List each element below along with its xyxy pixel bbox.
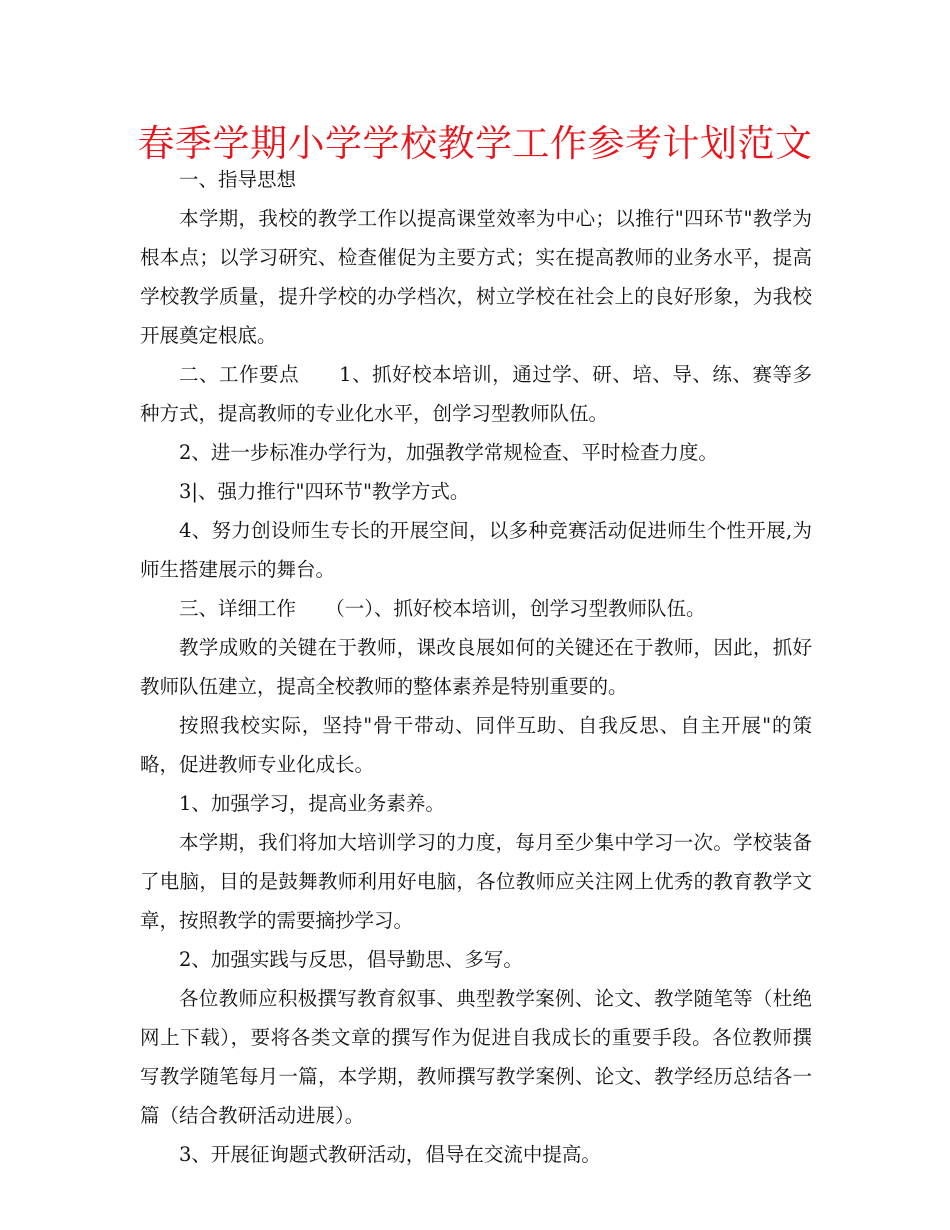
paragraph: 3|、强力推行"四环节"教学方式。 [179, 480, 470, 503]
paragraph: 教学成败的关键在于教师，课改良展如何的关键还在于教师，因此，抓好教师队伍建立，提高全校教师的整体素养是特别重要的。 [140, 636, 812, 698]
paragraph-heading-detailed-work: 三、详细工作 （一）、抓好校本培训，创学习型教师队伍。 [179, 597, 706, 620]
document-body [140, 160, 812, 1174]
paragraph: 本学期，我校的教学工作以提高课堂效率为中心；以推行"四环节"教学为根本点；以学习研究、检查催促为主要方式；实在提高教师的业务水平，提高学校教学质量，提升学校的办学档次，树立学校在社会上的良好形象，为我校开展奠定根底。 [140, 207, 812, 347]
paragraph-heading-guiding-ideology: 一、指导思想 [179, 168, 297, 191]
paragraph: 4、努力创设师生专长的开展空间，以多种竞赛活动促进师生个性开展,为师生搭建展示的舞台。 [140, 519, 812, 581]
paragraph: 2、进一步标准办学行为，加强教学常规检查、平时检查力度。 [179, 441, 718, 464]
paragraph-subheading: 2、加强实践与反思，倡导勤思、多写。 [179, 948, 523, 971]
paragraph-subheading: 3、开展征询题式教研活动，倡导在交流中提高。 [179, 1143, 601, 1166]
paragraph-subheading: 1、加强学习，提高业务素养。 [179, 792, 445, 815]
document-title: 春季学期小学学校教学工作参考计划范文 [137, 122, 813, 165]
paragraph: 各位教师应积极撰写教育叙事、典型教学案例、论文、教学随笔等（杜绝网上下载），要将各类文章的撰写作为促进自我成长的重要手段。各位教师撰写教学随笔每月一篇，本学期，教师撰写教学案例、论文、教学经历总结各一篇（结合教研活动进展）。 [140, 987, 812, 1127]
paragraph-heading-work-points: 二、工作要点 1、抓好校本培训，通过学、研、培、导、练、赛等多种方式，提高教师的专业化水平，创学习型教师队伍。 [140, 363, 812, 425]
paragraph: 按照我校实际，坚持"骨干带动、同伴互助、自我反思、自主开展"的策略，促进教师专业化成长。 [140, 714, 812, 776]
paragraph: 本学期，我们将加大培训学习的力度，每月至少集中学习一次。学校装备了电脑，目的是鼓舞教师利用好电脑，各位教师应关注网上优秀的教育教学文章，按照教学的需要摘抄学习。 [140, 831, 812, 932]
